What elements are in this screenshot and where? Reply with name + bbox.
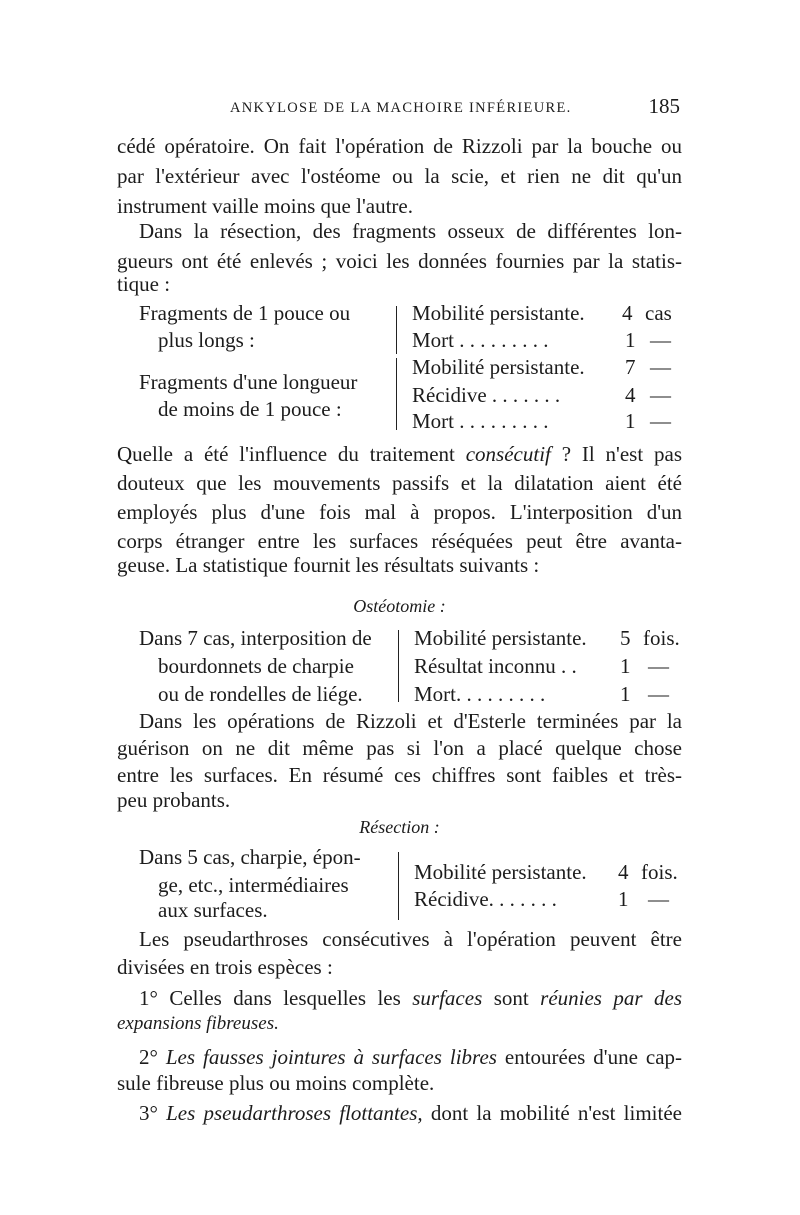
group2-label-line1: Fragments d'une longueur bbox=[139, 370, 358, 394]
table2-label-line1: Dans 7 cas, interposition de bbox=[139, 626, 372, 650]
group2-row3-label: Mort . . . . . . . . . bbox=[412, 409, 549, 433]
table3-row1-unit: fois. bbox=[641, 860, 678, 884]
item3-text: dont la mobilité n'est limitée bbox=[422, 1101, 682, 1125]
para1-line2: par l'extérieur avec l'ostéome ou la scie, et rien ne dit qu'un bbox=[117, 164, 682, 188]
table3-row2-unit: — bbox=[648, 887, 669, 911]
group1-row2-label: Mort . . . . . . . . . bbox=[412, 328, 549, 352]
brace-table2 bbox=[398, 630, 399, 702]
table2-label-line2: bourdonnets de charpie bbox=[158, 654, 354, 678]
para4-line4: peu probants. bbox=[117, 788, 231, 812]
group2-row1-label: Mobilité persistante. bbox=[412, 355, 585, 379]
group2-row2-unit: — bbox=[650, 383, 671, 407]
item2-italic: Les fausses jointures à surfaces libres bbox=[165, 1045, 497, 1069]
item1-italic2: réunies par des bbox=[540, 986, 683, 1010]
table2-row3-unit: — bbox=[648, 682, 669, 706]
para1-line3: instrument vaille moins que l'autre. bbox=[117, 194, 413, 218]
brace-group2 bbox=[396, 358, 397, 430]
header-title: ANKYLOSE DE LA MACHOIRE INFÉRIEURE. bbox=[230, 100, 572, 116]
para4-line3: entre les surfaces. En résumé ces chiffres sont faibles et très- bbox=[117, 763, 682, 787]
para3-line1 bbox=[117, 439, 682, 469]
group2-row2-value: 4 bbox=[625, 383, 636, 407]
table2-row1-value: 5 bbox=[620, 626, 631, 650]
table2-row1-label: Mobilité persistante. bbox=[414, 626, 587, 650]
brace-group1 bbox=[396, 306, 397, 354]
para1-line1: cédé opératoire. On fait l'opération de Rizzoli par la bouche ou bbox=[117, 134, 682, 158]
table2-row3-label: Mort. . . . . . . . . bbox=[414, 682, 546, 706]
group1-row2-value: 1 bbox=[625, 328, 636, 352]
para3-line3: employés plus d'une fois mal à propos. L'interposition d'un bbox=[117, 500, 682, 524]
para4-line1: Dans les opérations de Rizzoli et d'Esterle terminées par la bbox=[139, 709, 682, 733]
group2-row3-unit: — bbox=[650, 409, 671, 433]
para3-line5: geuse. La statistique fournit les résultats suivants : bbox=[117, 553, 540, 577]
table3-row1-value: 4 bbox=[618, 860, 629, 884]
item3-italic: Les pseudarthroses flottantes, bbox=[166, 1101, 423, 1125]
group2-row2-label: Récidive . . . . . . . bbox=[412, 383, 561, 407]
item1-text1: Celles dans lesquelles les bbox=[169, 986, 413, 1010]
item1-italic1: surfaces bbox=[412, 986, 483, 1010]
para3-line1-end: ? Il n'est pas bbox=[550, 442, 682, 466]
para2-line3: tique : bbox=[117, 272, 171, 296]
page-number: 185 bbox=[648, 94, 680, 118]
table3-label-line2: ge, etc., intermédiaires bbox=[158, 873, 349, 897]
table3-row2-value: 1 bbox=[618, 887, 629, 911]
item2-text: entourées d'une cap- bbox=[496, 1045, 683, 1069]
group1-row1-value: 4 bbox=[622, 301, 633, 325]
group1-label-line1: Fragments de 1 pouce ou bbox=[139, 301, 351, 325]
item2-num: 2° bbox=[139, 1045, 158, 1069]
running-header bbox=[230, 94, 680, 122]
table2-row2-unit: — bbox=[648, 654, 669, 678]
item1-text2: sont bbox=[482, 986, 541, 1010]
group2-row1-value: 7 bbox=[625, 355, 636, 379]
para2-line1: Dans la résection, des fragments osseux de différentes lon- bbox=[139, 219, 682, 243]
para3-line1-start: Quelle a été l'influence du traitement bbox=[117, 442, 466, 466]
table2-row2-label: Résultat inconnu . . bbox=[414, 654, 577, 678]
para3-line1-italic: consécutif bbox=[465, 442, 551, 466]
group1-row1-label: Mobilité persistante. bbox=[412, 301, 585, 325]
table3-label-line1: Dans 5 cas, charpie, épon- bbox=[139, 845, 361, 869]
item3-num: 3° bbox=[139, 1101, 158, 1125]
table2-row1-unit: fois. bbox=[643, 626, 680, 650]
table2-label-line3: ou de rondelles de liége. bbox=[158, 682, 363, 706]
section-heading-resection: Résection : bbox=[359, 817, 440, 837]
table3-label-line3: aux surfaces. bbox=[158, 898, 268, 922]
para3-line4: corps étranger entre les surfaces réséquées peut être avanta- bbox=[117, 529, 682, 553]
para5-line1: Les pseudarthroses consécutives à l'opération peuvent être bbox=[139, 927, 682, 951]
table2-row2-value: 1 bbox=[620, 654, 631, 678]
item2-line2: sule fibreuse plus ou moins complète. bbox=[117, 1071, 435, 1095]
para4-line2: guérison on ne dit même pas si l'on a placé quelque chose bbox=[117, 736, 682, 760]
group1-row1-unit: cas bbox=[645, 301, 672, 325]
para3-line2: douteux que les mouvements passifs et la dilatation aient été bbox=[117, 471, 682, 495]
group2-row1-unit: — bbox=[650, 355, 671, 379]
item3-line1 bbox=[139, 1098, 682, 1128]
group2-row3-value: 1 bbox=[625, 409, 636, 433]
para5-line2: divisées en trois espèces : bbox=[117, 955, 333, 979]
item1-num: 1° bbox=[139, 986, 158, 1010]
para2-line2: gueurs ont été enlevés ; voici les données fournies par la statis- bbox=[117, 249, 682, 273]
brace-table3 bbox=[398, 852, 399, 920]
table3-row1-label: Mobilité persistante. bbox=[414, 860, 587, 884]
item1-line2: expansions fibreuses. bbox=[117, 1013, 279, 1034]
group2-label-line2: de moins de 1 pouce : bbox=[158, 397, 342, 421]
group1-row2-unit: — bbox=[650, 328, 671, 352]
group1-label-line2: plus longs : bbox=[158, 328, 255, 352]
table2-row3-value: 1 bbox=[620, 682, 631, 706]
table3-row2-label: Récidive. . . . . . . bbox=[414, 887, 557, 911]
section-heading-osteotomie: Ostéotomie : bbox=[353, 596, 446, 616]
